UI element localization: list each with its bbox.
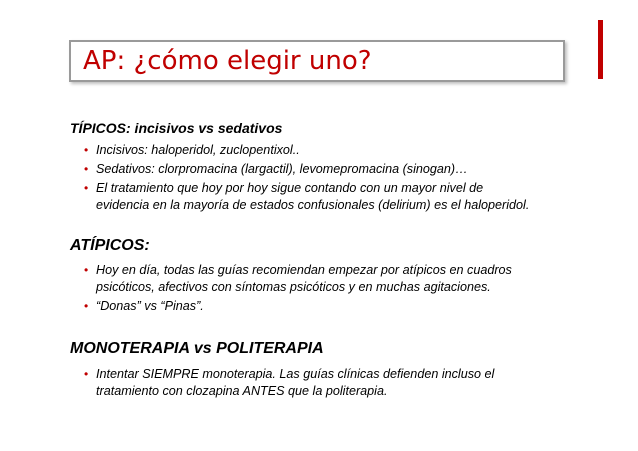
bullet-list-monoterapia (84, 366, 584, 402)
bullet-text-line: El tratamiento que hoy por hoy sigue contando con un mayor nivel de (96, 181, 484, 195)
accent-bar (598, 20, 603, 79)
bullet-dot-icon: • (84, 143, 89, 157)
bullet-text-line: psicóticos, afectivos con síntomas psicóticos y en muchas agitaciones. (96, 280, 491, 294)
list-item (84, 180, 584, 214)
list-item (84, 262, 584, 296)
bullet-dot-icon: • (84, 181, 89, 195)
bullet-dot-icon: • (84, 367, 89, 381)
bullet-dot-icon: • (84, 162, 89, 176)
list-item (84, 298, 584, 315)
bullet-text-line: tratamiento con clozapina ANTES que la politerapia. (96, 384, 388, 398)
list-item (84, 161, 584, 178)
bullet-list-atipicos (84, 262, 584, 317)
bullet-list-tipicos (84, 142, 584, 216)
bullet-text-line: Hoy en día, todas las guías recomiendan empezar por atípicos en cuadros (96, 263, 512, 277)
bullet-text-line: Intentar SIEMPRE monoterapia. Las guías clínicas defienden incluso el (96, 367, 495, 381)
bullet-text: Sedativos: clorpromacina (largactil), levomepromacina (sinogan)… (96, 162, 468, 176)
bullet-dot-icon: • (84, 299, 89, 313)
section-heading-atipicos: ATÍPICOS: (70, 237, 150, 254)
bullet-text-line: evidencia en la mayoría de estados confusionales (delirium) es el haloperidol. (96, 198, 530, 212)
bullet-text: Incisivos: haloperidol, zuclopentixol.. (96, 143, 300, 157)
bullet-text: “Donas” vs “Pinas”. (96, 299, 204, 313)
list-item (84, 366, 584, 400)
section-heading-tipicos: TÍPICOS: incisivos vs sedativos (70, 120, 283, 136)
title-box (69, 40, 565, 82)
bullet-dot-icon: • (84, 263, 89, 277)
section-heading-monoterapia: MONOTERAPIA vs POLITERAPIA (70, 340, 324, 357)
slide-title: AP: ¿cómo elegir uno? (83, 46, 372, 76)
list-item (84, 142, 584, 159)
